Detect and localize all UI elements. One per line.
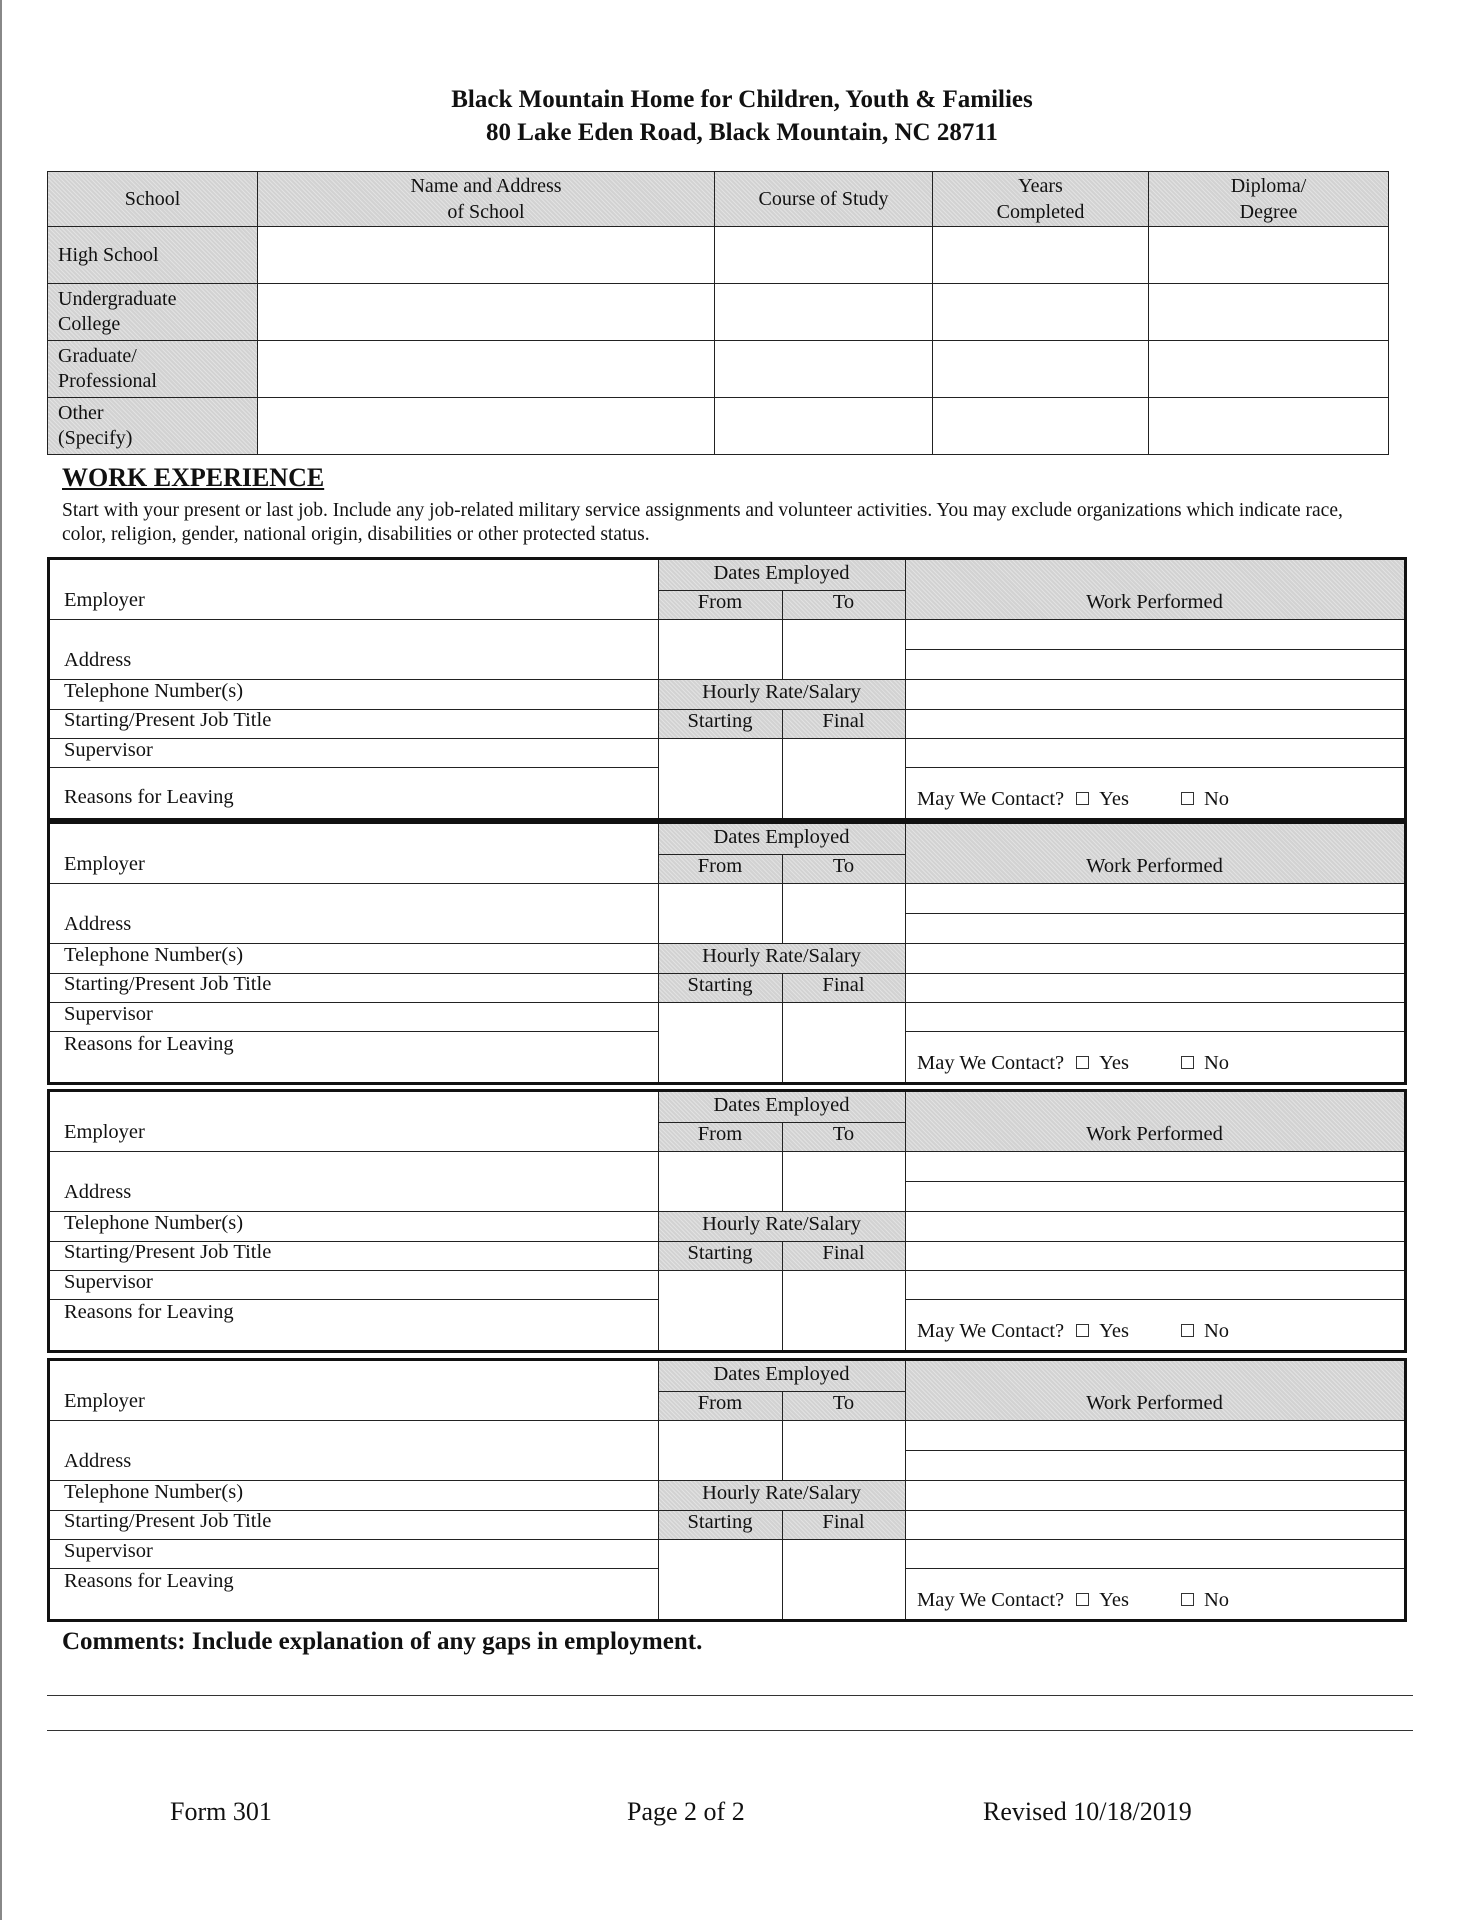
job-title-label: Starting/Present Job Title <box>64 1241 272 1263</box>
col-diploma: Diploma/ Degree <box>1149 172 1389 227</box>
final-label: Final <box>822 974 865 996</box>
col-years: Years Completed <box>933 172 1149 227</box>
cell-input[interactable] <box>933 227 1149 284</box>
yes-label: Yes <box>1099 788 1129 810</box>
starting-label: Starting <box>687 974 753 996</box>
no-label: No <box>1203 1589 1230 1611</box>
yes-label: Yes <box>1099 1052 1129 1074</box>
reasons-label: Reasons for Leaving <box>64 786 234 808</box>
work-experience-intro: Start with your present or last job. Include any job-related military service assignments and volunteer activities. You may exclude organizations which indicate race, color, religion, gender, national origin, disabilities or other protected status. <box>62 500 1343 545</box>
yes-checkbox[interactable] <box>1076 792 1089 805</box>
row-label-undergraduate: Undergraduate College <box>48 284 258 341</box>
final-label: Final <box>822 1511 865 1533</box>
supervisor-label: Supervisor <box>64 1540 153 1562</box>
job-title-label: Starting/Present Job Title <box>64 973 272 995</box>
no-checkbox[interactable] <box>1181 792 1194 805</box>
education-row <box>48 284 1389 341</box>
address-label: Address <box>64 649 132 671</box>
education-row <box>48 398 1389 455</box>
education-header-row <box>48 172 1389 227</box>
cell-input[interactable] <box>1149 341 1389 398</box>
employer-label: Employer <box>64 589 145 611</box>
address-label: Address <box>64 913 132 935</box>
no-checkbox[interactable] <box>1181 1056 1194 1069</box>
employer-label: Employer <box>64 1121 145 1143</box>
employment-block <box>47 557 1407 821</box>
work-performed-label: Work Performed <box>1086 1123 1223 1145</box>
form-number: Form 301 <box>170 1797 272 1826</box>
supervisor-label: Supervisor <box>64 1271 153 1293</box>
no-checkbox[interactable] <box>1181 1593 1194 1606</box>
comments-label: Comments: Include explanation of any gaps in employment. <box>62 1628 703 1655</box>
reasons-label: Reasons for Leaving <box>64 1301 234 1323</box>
to-label: To <box>832 855 855 877</box>
telephone-label: Telephone Number(s) <box>64 680 244 702</box>
to-label: To <box>832 1392 855 1414</box>
employment-block <box>47 821 1407 1085</box>
revised-date: Revised 10/18/2019 <box>983 1797 1192 1826</box>
yes-checkbox[interactable] <box>1076 1324 1089 1337</box>
work-experience-title: WORK EXPERIENCE <box>62 463 325 492</box>
address-label: Address <box>64 1450 132 1472</box>
cell-input[interactable] <box>715 284 933 341</box>
hourly-rate-label: Hourly Rate/Salary <box>702 945 861 967</box>
no-checkbox[interactable] <box>1181 1324 1194 1337</box>
no-label: No <box>1203 1052 1230 1074</box>
org-name: Black Mountain Home for Children, Youth & Families <box>451 86 1033 113</box>
employment-block <box>47 1358 1407 1622</box>
comments-line[interactable] <box>47 1695 1413 1696</box>
may-contact-label: May We Contact? <box>917 1589 1065 1611</box>
no-label: No <box>1203 1320 1230 1342</box>
scan-edge <box>0 0 2 1920</box>
education-row <box>48 341 1389 398</box>
education-row <box>48 227 1389 284</box>
dates-employed-label: Dates Employed <box>713 1094 850 1116</box>
from-label: From <box>697 1123 743 1145</box>
address-label: Address <box>64 1181 132 1203</box>
cell-input[interactable] <box>933 398 1149 455</box>
job-title-label: Starting/Present Job Title <box>64 709 272 731</box>
from-label: From <box>697 1392 743 1414</box>
cell-input[interactable] <box>258 398 715 455</box>
dates-employed-label: Dates Employed <box>713 1363 850 1385</box>
job-title-label: Starting/Present Job Title <box>64 1510 272 1532</box>
starting-label: Starting <box>687 1242 753 1264</box>
reasons-label: Reasons for Leaving <box>64 1570 234 1592</box>
cell-input[interactable] <box>258 227 715 284</box>
cell-input[interactable] <box>715 341 933 398</box>
hourly-rate-label: Hourly Rate/Salary <box>702 1213 861 1235</box>
col-school: School <box>48 172 258 227</box>
hourly-rate-label: Hourly Rate/Salary <box>702 681 861 703</box>
telephone-label: Telephone Number(s) <box>64 1212 244 1234</box>
yes-label: Yes <box>1099 1589 1129 1611</box>
col-name-address: Name and Address of School <box>258 172 715 227</box>
cell-input[interactable] <box>715 227 933 284</box>
telephone-label: Telephone Number(s) <box>64 1481 244 1503</box>
final-label: Final <box>822 1242 865 1264</box>
row-label-other: Other (Specify) <box>48 398 258 455</box>
yes-checkbox[interactable] <box>1076 1056 1089 1069</box>
work-performed-label: Work Performed <box>1086 1392 1223 1414</box>
cell-input[interactable] <box>933 284 1149 341</box>
yes-label: Yes <box>1099 1320 1129 1342</box>
starting-label: Starting <box>687 710 753 732</box>
cell-input[interactable] <box>715 398 933 455</box>
may-contact-label: May We Contact? <box>917 1052 1065 1074</box>
work-performed-label: Work Performed <box>1086 855 1223 877</box>
org-address: 80 Lake Eden Road, Black Mountain, NC 28711 <box>486 119 998 146</box>
employer-label: Employer <box>64 853 145 875</box>
row-label-high-school: High School <box>48 227 258 284</box>
may-contact-row <box>917 1320 1229 1343</box>
hourly-rate-label: Hourly Rate/Salary <box>702 1482 861 1504</box>
from-label: From <box>697 855 743 877</box>
dates-employed-label: Dates Employed <box>713 826 850 848</box>
may-contact-label: May We Contact? <box>917 1320 1065 1342</box>
supervisor-label: Supervisor <box>64 1003 153 1025</box>
supervisor-label: Supervisor <box>64 739 153 761</box>
page-number: Page 2 of 2 <box>627 1797 745 1826</box>
cell-input[interactable] <box>1149 284 1389 341</box>
cell-input[interactable] <box>258 284 715 341</box>
education-table <box>47 171 1389 455</box>
may-contact-row <box>917 788 1229 811</box>
cell-input[interactable] <box>1149 227 1389 284</box>
cell-input[interactable] <box>1149 398 1389 455</box>
may-contact-label: May We Contact? <box>917 788 1065 810</box>
no-label: No <box>1203 788 1230 810</box>
work-performed-label: Work Performed <box>1086 591 1223 613</box>
cell-input[interactable] <box>258 341 715 398</box>
row-label-graduate: Graduate/ Professional <box>48 341 258 398</box>
col-course: Course of Study <box>715 172 933 227</box>
to-label: To <box>832 1123 855 1145</box>
employer-label: Employer <box>64 1390 145 1412</box>
to-label: To <box>832 591 855 613</box>
may-contact-row <box>917 1589 1229 1612</box>
starting-label: Starting <box>687 1511 753 1533</box>
dates-employed-label: Dates Employed <box>713 562 850 584</box>
comments-line[interactable] <box>47 1730 1413 1731</box>
may-contact-row <box>917 1052 1229 1075</box>
final-label: Final <box>822 710 865 732</box>
telephone-label: Telephone Number(s) <box>64 944 244 966</box>
cell-input[interactable] <box>933 341 1149 398</box>
reasons-label: Reasons for Leaving <box>64 1033 234 1055</box>
from-label: From <box>697 591 743 613</box>
yes-checkbox[interactable] <box>1076 1593 1089 1606</box>
employment-block <box>47 1089 1407 1353</box>
